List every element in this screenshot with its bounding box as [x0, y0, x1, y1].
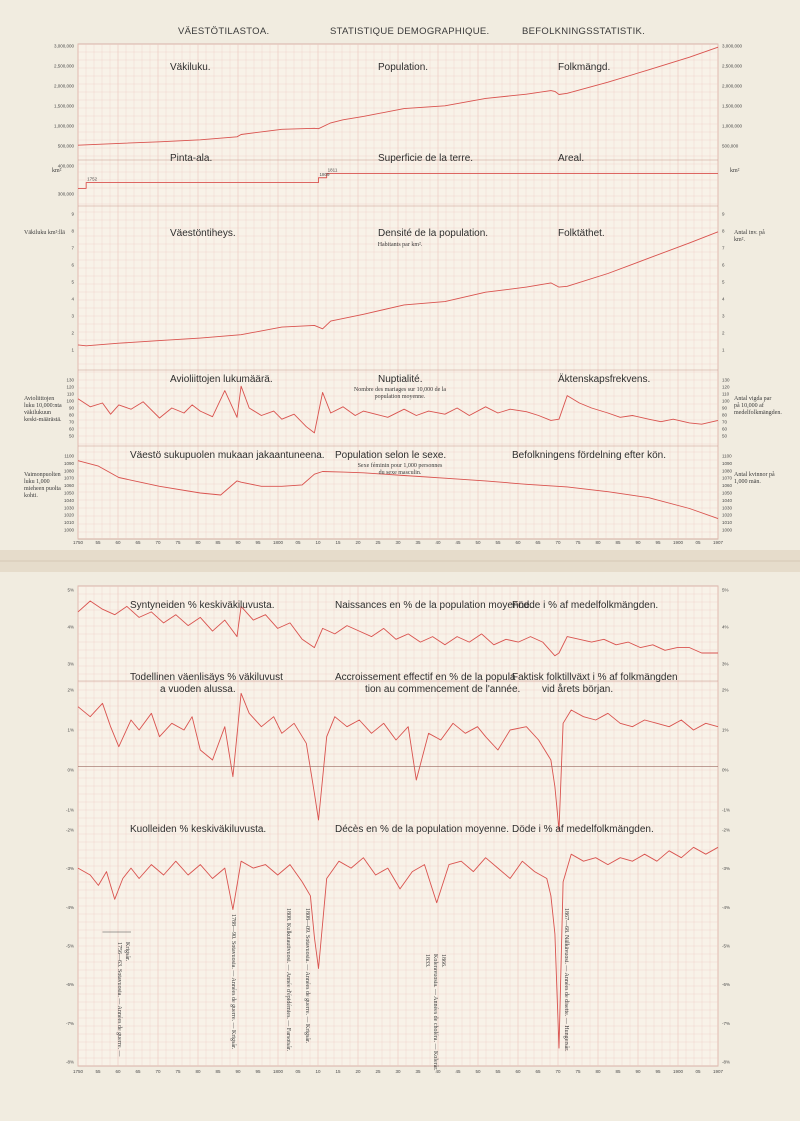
series-title-growth: Accroissement effectif en % de la popula [335, 672, 516, 683]
series-title-growth: vid årets början. [542, 684, 614, 695]
y-tick-right-deaths: -7% [722, 1020, 731, 1026]
y-tick-left-deaths: -6% [65, 982, 74, 988]
y-tick-left-nuptiality: 120 [66, 384, 74, 390]
y-tick-left-sex_ratio: 1080 [63, 468, 74, 474]
x-tick-top: 50 [475, 540, 481, 545]
y-tick-left-sex_ratio: 1060 [63, 483, 74, 489]
annotation-war-1756-line: Krigsår. [124, 942, 130, 962]
y-tick-left-births: 5% [67, 587, 74, 593]
y-tick-left-nuptiality: 100 [66, 398, 74, 404]
annotation-cholera-line: 1833. [424, 954, 430, 968]
y-tick-right-density: 8 [722, 228, 725, 234]
y-tick-left-sex_ratio: 1090 [63, 460, 74, 466]
y-tick-left-sex_ratio: 1040 [63, 497, 74, 503]
x-tick-bottom: 05 [295, 1069, 301, 1074]
area-annotation: 1752 [87, 176, 98, 182]
y-tick-right-nuptiality: 60 [722, 426, 728, 432]
y-tick-left-nuptiality: 80 [68, 412, 74, 418]
x-tick-bottom: 70 [155, 1069, 161, 1074]
x-tick-bottom: 35 [415, 1069, 421, 1074]
y-tick-left-nuptiality: 90 [68, 405, 74, 411]
x-tick-top: 60 [115, 540, 121, 545]
left-label-density: Väkiluku km²:llä [24, 230, 65, 236]
y-tick-right-deaths: -6% [722, 982, 731, 988]
annotation-famine-1867-line: 1867—68. Nälkävuosi. — Années de disette. — Hungersår. [563, 908, 569, 1052]
y-tick-left-deaths: -3% [65, 866, 74, 872]
y-tick-right-growth: 1% [722, 727, 729, 733]
y-tick-left-growth: 2% [67, 687, 74, 693]
series-title-growth: Faktisk folktillväxt i % af folkmängden [512, 672, 678, 683]
y-tick-right-density: 2 [722, 330, 725, 336]
left-label-sex_ratio: luku 1,000 [24, 479, 50, 485]
x-tick-top: 95 [255, 540, 261, 545]
left-label-sex_ratio: mieheen puolta [24, 486, 61, 492]
x-tick-top: 45 [455, 540, 461, 545]
y-tick-left-births: 4% [67, 624, 74, 630]
x-tick-bottom: 90 [235, 1069, 241, 1074]
x-tick-top: 80 [195, 540, 201, 545]
y-tick-left-sex_ratio: 1070 [63, 475, 74, 481]
left-label-nuptiality: väkilukuun [24, 410, 51, 416]
x-tick-bottom: 15 [335, 1069, 341, 1074]
series-title-deaths: Kuolleiden % keskiväkiluvusta. [130, 824, 267, 835]
x-tick-bottom: 55 [495, 1069, 501, 1074]
x-tick-top: 85 [215, 540, 221, 545]
y-tick-left-deaths: -8% [65, 1059, 74, 1065]
y-tick-right-deaths: -5% [722, 943, 731, 949]
y-tick-right-growth: 2% [722, 687, 729, 693]
y-tick-right-nuptiality: 70 [722, 419, 728, 425]
x-tick-top: 75 [175, 540, 181, 545]
y-tick-right-deaths: -8% [722, 1059, 731, 1065]
y-tick-left-nuptiality: 50 [68, 433, 74, 439]
series-title-area: Pinta-ala. [170, 153, 213, 164]
x-tick-bottom: 90 [635, 1069, 641, 1074]
x-tick-bottom: 80 [595, 1069, 601, 1074]
area-annotation: 1809 [319, 171, 330, 177]
y-tick-right-population: 500,000 [722, 143, 739, 149]
series-title-sex_ratio: Befolkningens fördelning efter kön. [512, 450, 666, 461]
series-title-deaths: Döde i % af medelfolkmängden. [512, 824, 654, 835]
x-tick-top: 65 [535, 540, 541, 545]
y-tick-right-sex_ratio: 1090 [722, 460, 733, 466]
x-tick-top: 55 [495, 540, 501, 545]
y-tick-right-growth: -1% [722, 807, 731, 813]
area-annotation: 1811 [327, 167, 338, 173]
annotation-epidemic-1808 [285, 908, 292, 1052]
right-label-sex_ratio: 1,000 män. [734, 479, 761, 485]
y-tick-left-sex_ratio: 1020 [63, 512, 74, 518]
y-tick-left-nuptiality: 110 [66, 391, 74, 397]
y-tick-left-deaths: -2% [65, 827, 74, 833]
x-tick-top: 15 [335, 540, 341, 545]
y-tick-left-births: 3% [67, 661, 74, 667]
x-tick-top: 25 [375, 540, 381, 545]
x-tick-bottom: 20 [355, 1069, 361, 1074]
right-label-nuptiality: på 10,000 af [734, 403, 764, 409]
x-tick-bottom: 50 [475, 1069, 481, 1074]
y-tick-left-deaths: -4% [65, 904, 74, 910]
y-tick-left-sex_ratio: 1000 [63, 527, 74, 533]
x-tick-bottom: 95 [255, 1069, 261, 1074]
left-label-nuptiality: Avioliittojen [24, 396, 55, 402]
series-title-density: Folktäthet. [558, 228, 605, 239]
series-title-nuptiality: Äktenskapsfrekvens. [558, 374, 651, 385]
x-tick-top: 1750 [72, 540, 84, 545]
left-label-nuptiality: luku 10,000:nta [24, 403, 62, 409]
header-sv: BEFOLKNINGSSTATISTIK. [522, 26, 646, 37]
annotation-cholera-line: Koleravuosia. — Années de choléra. — Kolerår. [432, 954, 438, 1071]
right-label-nuptiality: Antal vigda par [734, 396, 772, 402]
y-tick-right-nuptiality: 110 [722, 391, 730, 397]
left-label-sex_ratio: Vaimonpuolten [24, 472, 61, 478]
y-tick-left-area: 400,000 [57, 163, 74, 169]
y-tick-right-births: 4% [722, 624, 729, 630]
y-tick-left-density: 8 [71, 228, 74, 234]
x-tick-bottom: 1907 [712, 1069, 724, 1074]
y-tick-left-area: 300,000 [57, 191, 74, 197]
y-tick-right-nuptiality: 80 [722, 412, 728, 418]
x-tick-bottom: 65 [135, 1069, 141, 1074]
y-tick-left-nuptiality: 60 [68, 426, 74, 432]
annotation-war-1756-line: 1756—63. Sotavuosia. — Années de guerre. — [116, 942, 122, 1057]
annotation-war-1788-line: 1788—90. Sotavuosia. — Années de guerre. — Krigsår. [230, 914, 236, 1050]
y-tick-left-population: 2,500,000 [53, 63, 74, 69]
series-title-births: Naissances en % de la population moyenne. [335, 600, 533, 611]
series-title-area: Areal. [558, 153, 585, 164]
y-tick-left-population: 1,000,000 [53, 123, 74, 129]
y-tick-left-growth: 0% [67, 767, 74, 773]
x-tick-bottom: 40 [435, 1069, 441, 1074]
y-tick-right-sex_ratio: 1040 [722, 497, 733, 503]
y-tick-left-population: 3,000,000 [53, 43, 74, 49]
x-tick-top: 05 [695, 540, 701, 545]
x-tick-top: 80 [595, 540, 601, 545]
x-tick-top: 65 [135, 540, 141, 545]
y-tick-right-sex_ratio: 1020 [722, 512, 733, 518]
left-label-nuptiality: keski-määrästä. [24, 417, 62, 423]
x-tick-top: 60 [515, 540, 521, 545]
series-title-births: Syntyneiden % keskiväkiluvusta. [130, 600, 275, 611]
x-tick-top: 05 [295, 540, 301, 545]
y-tick-left-deaths: -5% [65, 943, 74, 949]
y-tick-right-density: 7 [722, 245, 725, 251]
y-tick-right-nuptiality: 130 [722, 377, 730, 383]
y-tick-right-population: 3,000,000 [722, 43, 743, 49]
annotation-famine-1867 [563, 908, 570, 1052]
y-tick-left-deaths: -7% [65, 1020, 74, 1026]
y-tick-left-density: 6 [71, 262, 74, 268]
x-tick-bottom: 25 [375, 1069, 381, 1074]
y-tick-right-growth: 0% [722, 767, 729, 773]
x-tick-bottom: 95 [655, 1069, 661, 1074]
y-tick-right-sex_ratio: 1030 [722, 505, 733, 511]
y-tick-right-density: 4 [722, 296, 725, 302]
x-tick-top: 10 [315, 540, 321, 545]
y-tick-right-sex_ratio: 1050 [722, 490, 733, 496]
x-tick-bottom: 1800 [272, 1069, 284, 1074]
y-tick-left-growth: 1% [67, 727, 74, 733]
x-tick-bottom: 60 [115, 1069, 121, 1074]
y-tick-right-population: 1,000,000 [722, 123, 743, 129]
y-tick-right-deaths: -4% [722, 904, 731, 910]
y-tick-right-sex_ratio: 1100 [722, 453, 732, 459]
right-label-nuptiality: medelfolkmängden. [734, 410, 782, 416]
y-tick-left-sex_ratio: 1100 [64, 453, 74, 459]
x-tick-bottom: 1750 [72, 1069, 84, 1074]
x-tick-bottom: 70 [555, 1069, 561, 1074]
y-tick-left-density: 4 [71, 296, 74, 302]
series-title-density: Väestöntiheys. [170, 228, 236, 239]
series-title-sex_ratio: Population selon le sexe. [335, 450, 447, 461]
y-tick-left-density: 3 [71, 313, 74, 319]
x-tick-top: 55 [95, 540, 101, 545]
y-tick-left-sex_ratio: 1010 [63, 520, 74, 526]
x-tick-bottom: 80 [195, 1069, 201, 1074]
left-label-sex_ratio: kohti. [24, 493, 38, 499]
x-tick-top: 95 [655, 540, 661, 545]
annotation-war-1788 [230, 914, 237, 1050]
y-tick-right-population: 2,000,000 [722, 83, 743, 89]
series-title-population: Population. [378, 62, 429, 73]
y-tick-right-sex_ratio: 1080 [722, 468, 733, 474]
x-tick-bottom: 60 [515, 1069, 521, 1074]
x-tick-top: 90 [235, 540, 241, 545]
x-tick-bottom: 75 [175, 1069, 181, 1074]
y-tick-right-density: 1 [722, 347, 725, 353]
header-fi: VÄESTÖTILASTOA. [178, 26, 270, 37]
right-label-density: Antal inv. på [734, 230, 765, 236]
x-tick-top: 1800 [272, 540, 284, 545]
y-tick-left-density: 5 [71, 279, 74, 285]
x-tick-bottom: 45 [455, 1069, 461, 1074]
x-tick-bottom: 55 [95, 1069, 101, 1074]
x-tick-bottom: 1900 [672, 1069, 684, 1074]
series-subtitle-sex_ratio: du sexe masculin. [378, 470, 422, 476]
series-title-growth: Todellinen väenlisäys % väkiluvust [130, 672, 283, 683]
y-tick-right-density: 6 [722, 262, 725, 268]
series-subtitle-nuptiality: Nombre des mariages sur 10,000 de la [353, 387, 447, 393]
annotation-cholera-line: 1866. [440, 954, 446, 968]
header-fr: STATISTIQUE DEMOGRAPHIQUE. [330, 26, 490, 37]
series-subtitle-sex_ratio: Sexe féminin pour 1,000 personnes [357, 463, 443, 469]
y-tick-left-density: 1 [71, 347, 74, 353]
y-tick-right-population: 1,500,000 [722, 103, 743, 109]
y-tick-right-births: 3% [722, 661, 729, 667]
x-tick-top: 90 [635, 540, 641, 545]
y-tick-left-density: 9 [71, 211, 74, 217]
x-tick-top: 70 [155, 540, 161, 545]
x-tick-top: 75 [575, 540, 581, 545]
y-tick-left-sex_ratio: 1030 [63, 505, 74, 511]
x-tick-bottom: 05 [695, 1069, 701, 1074]
right-label-sex_ratio: Antal kvinnor på [734, 472, 775, 478]
y-tick-left-nuptiality: 130 [66, 377, 74, 383]
unit-right-area: km² [730, 168, 740, 174]
y-tick-left-population: 500,000 [57, 143, 74, 149]
annotation-war-1808 [304, 908, 311, 1044]
x-tick-top: 35 [415, 540, 421, 545]
y-tick-right-density: 3 [722, 313, 725, 319]
series-title-nuptiality: Nuptialité. [378, 374, 423, 385]
y-tick-right-sex_ratio: 1000 [722, 527, 733, 533]
unit-left-area: km² [52, 168, 62, 174]
y-tick-left-population: 1,500,000 [53, 103, 74, 109]
series-subtitle-density: Habitants par km². [377, 242, 423, 248]
x-tick-bottom: 30 [395, 1069, 401, 1074]
x-tick-top: 1900 [672, 540, 684, 545]
x-tick-bottom: 85 [215, 1069, 221, 1074]
series-title-population: Väkiluku. [170, 62, 211, 73]
x-tick-bottom: 10 [315, 1069, 321, 1074]
series-title-population: Folkmängd. [558, 62, 611, 73]
series-title-growth: tion au commencement de l'année. [365, 684, 521, 695]
y-tick-left-sex_ratio: 1050 [63, 490, 74, 496]
series-subtitle-nuptiality: population moyenne. [374, 394, 426, 400]
x-tick-top: 30 [395, 540, 401, 545]
y-tick-right-sex_ratio: 1060 [722, 483, 733, 489]
series-title-births: Födde i % af medelfolkmängden. [512, 600, 659, 611]
x-tick-top: 40 [435, 540, 441, 545]
y-tick-right-births: 5% [722, 587, 729, 593]
x-tick-top: 70 [555, 540, 561, 545]
y-tick-left-growth: -1% [65, 807, 74, 813]
x-tick-bottom: 85 [615, 1069, 621, 1074]
y-tick-right-density: 5 [722, 279, 725, 285]
y-tick-right-nuptiality: 90 [722, 405, 728, 411]
series-title-density: Densité de la population. [378, 228, 489, 239]
series-title-area: Superficie de la terre. [378, 153, 474, 164]
x-tick-top: 1907 [712, 540, 724, 545]
annotation-war-1808-line: 1808—09. Sotavuosia. — Années de guerre. — Krigsår. [304, 908, 310, 1044]
y-tick-right-sex_ratio: 1010 [722, 520, 733, 526]
series-title-deaths: Décès en % de la population moyenne. [335, 824, 510, 835]
right-label-density: km². [734, 237, 745, 243]
y-tick-right-deaths: -2% [722, 827, 731, 833]
y-tick-left-population: 2,000,000 [53, 83, 74, 89]
series-title-nuptiality: Avioliittojen lukumäärä. [170, 374, 273, 385]
y-tick-right-deaths: -3% [722, 866, 731, 872]
y-tick-left-nuptiality: 70 [68, 419, 74, 425]
x-tick-top: 20 [355, 540, 361, 545]
y-tick-right-population: 2,500,000 [722, 63, 743, 69]
series-title-growth: a vuoden alussa. [160, 684, 236, 695]
series-title-sex_ratio: Väestö sukupuolen mukaan jakaantuneena. [130, 450, 325, 461]
x-tick-bottom: 65 [535, 1069, 541, 1074]
x-tick-bottom: 75 [575, 1069, 581, 1074]
y-tick-right-nuptiality: 100 [722, 398, 730, 404]
x-tick-top: 85 [615, 540, 621, 545]
y-tick-right-sex_ratio: 1070 [722, 475, 733, 481]
annotation-epidemic-1808-line: 1808. Kulkutautivuosi. — Année d'épidémies. — Farsotsår. [285, 908, 291, 1052]
y-tick-left-density: 7 [71, 245, 74, 251]
y-tick-right-nuptiality: 50 [722, 433, 728, 439]
y-tick-right-density: 9 [722, 211, 725, 217]
y-tick-right-nuptiality: 120 [722, 384, 730, 390]
y-tick-left-density: 2 [71, 330, 74, 336]
